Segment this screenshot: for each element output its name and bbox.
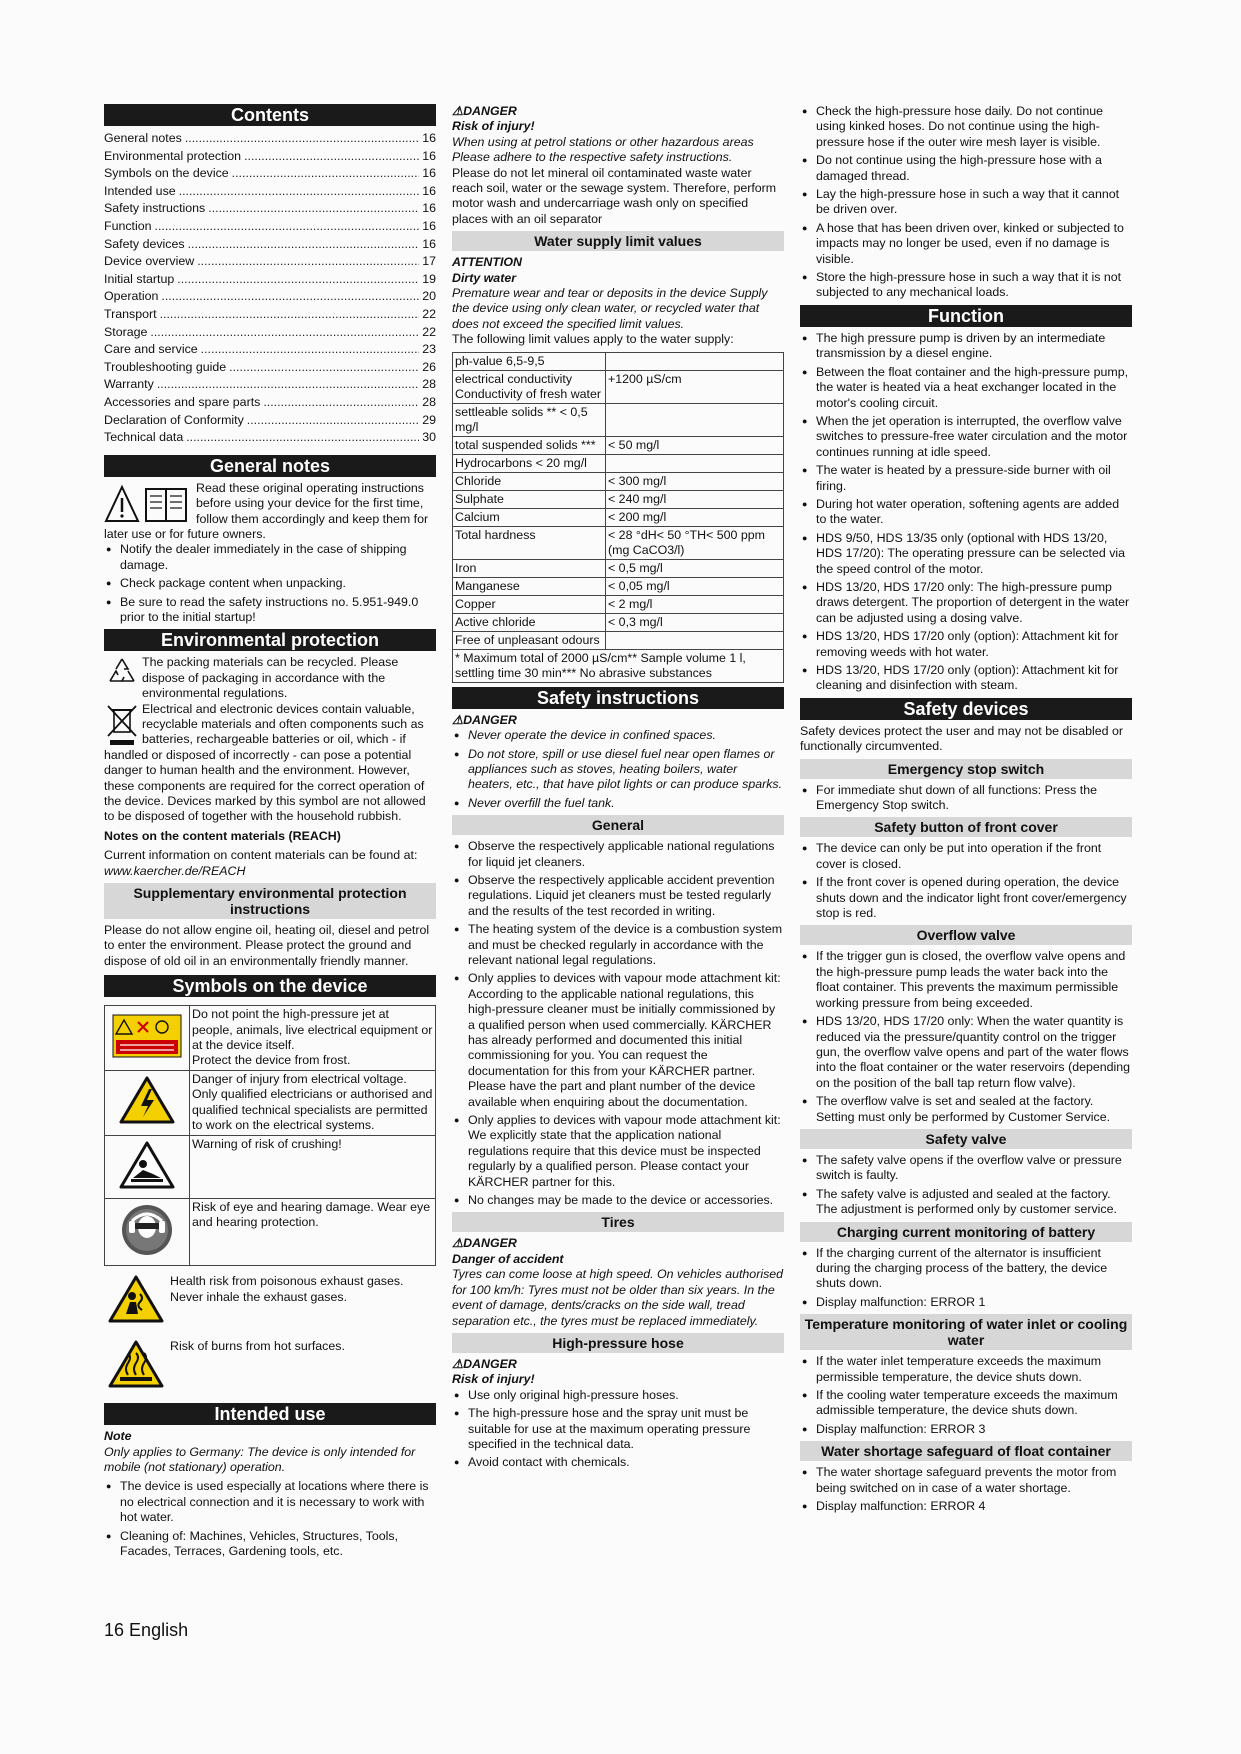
weee-text: Electrical and electronic devices contain valuable, recyclable materials and often components such as batteries, rechargeable batteries or oil, which - if handled or disposed of incorrectly - can pose a potential danger to human health and the environment. However, these components are required for the correct operation of the device. Devices marked by this symbol are not allowed to be disposed of together with the household rubbish.	[104, 701, 426, 824]
list-item: ● During hot water operation, softening agents are added to the water.	[800, 497, 1132, 528]
danger-label-text: DANGER	[463, 1236, 517, 1251]
danger-label: ⚠DANGER	[452, 712, 517, 727]
table-row	[453, 631, 784, 649]
environmental-heading: Environmental protection	[104, 629, 436, 651]
list-item: ● Never operate the device in confined spaces.	[452, 728, 784, 743]
toc-entry-page: 28	[422, 394, 436, 409]
hose-subheading: Risk of injury!	[452, 1372, 535, 1387]
table-of-contents	[104, 130, 436, 447]
charging-list	[800, 1246, 1132, 1311]
toc-entry-label: Symbols on the device	[104, 166, 229, 181]
general-notes-intro	[104, 481, 436, 543]
table-cell-parameter: Free of unpleasant odours	[453, 631, 606, 649]
table-row	[453, 454, 784, 472]
tires-text: Tyres can come loose at high speed. On vehicles authorised for 100 km/h: Tyres must not be older than six years. In the event of damage, dents/cracks on the side wall, tread separation etc., the tyres must be replaced immediately.	[452, 1267, 784, 1328]
symbol-icon-cell	[105, 1006, 190, 1071]
general-heading: General	[452, 815, 784, 835]
list-item: ● Display malfunction: ERROR 1	[800, 1295, 1132, 1310]
list-item: ● Store the high-pressure hose in such a way that it is not subjected to any mechanical loads.	[800, 270, 1132, 301]
toc-entry[interactable]	[104, 236, 436, 254]
symbol-text-cell: Danger of injury from electrical voltage. Only qualified electricians or authorised and qualified technical specialists are permitted to work on the electrical systems.	[190, 1070, 436, 1135]
table-row	[453, 352, 784, 370]
table-row	[453, 526, 784, 559]
toc-entry-page: 23	[422, 342, 436, 357]
table-cell-parameter: Copper	[453, 595, 606, 613]
symbol-text-cell: Warning of risk of crushing!	[190, 1135, 436, 1198]
toc-leader-dots	[201, 341, 420, 359]
toc-entry[interactable]	[104, 200, 436, 218]
list-item: ● Lay the high-pressure hose in such a way that it cannot be driven over.	[800, 187, 1132, 218]
free-symbol-text: Health risk from poisonous exhaust gases. Never inhale the exhaust gases.	[170, 1274, 404, 1304]
free-symbol-row	[104, 1274, 436, 1328]
table-cell-parameter: Manganese	[453, 577, 606, 595]
symbol-icon-cell	[105, 1135, 190, 1198]
danger-label: ⚠DANGER	[452, 104, 517, 118]
toc-entry-label: Operation	[104, 289, 159, 304]
toc-entry[interactable]	[104, 218, 436, 236]
table-row	[453, 403, 784, 436]
temperature-heading: Temperature monitoring of water inlet or cooling water	[800, 1314, 1132, 1350]
list-item: ● Cleaning of: Machines, Vehicles, Structures, Tools, Facades, Terraces, Gardening tools, etc.	[104, 1529, 436, 1560]
supplementary-heading: Supplementary environmental protection instructions	[104, 883, 436, 919]
danger-subheading: Risk of injury!	[452, 119, 535, 134]
eye-ear-protection-icon	[120, 1203, 174, 1257]
toc-entry-label: General notes	[104, 131, 182, 145]
list-item: ● Only applies to devices with vapour mode attachment kit: According to the applicable national regulations, this high-pressure cleaner must be initially commissioned by a qualified person when used commercially. KÄRCHER has already performed and documented this initial commissioning for you. You can request the documentation for this from your KÄRCHER partner. Please have the part and plant number of the device available when enquiring about the documentation.	[452, 971, 784, 1110]
hose-list	[452, 1388, 784, 1471]
toc-leader-dots	[185, 130, 419, 148]
toc-entry-label: Device overview	[104, 254, 195, 269]
danger-label-text: DANGER	[463, 1356, 517, 1371]
toc-entry-page: 16	[422, 218, 436, 233]
toc-entry-page: 16	[422, 201, 436, 216]
table-cell-parameter: Calcium	[453, 508, 606, 526]
list-item: ● HDS 13/20, HDS 17/20 only: When the water quantity is reduced via the pressure/quantity control on the trigger gun, the overflow valve opens and part of the water flows into the float container or the water reservoirs (depending on the position of the ball tap return flow valve).	[800, 1014, 1132, 1091]
toc-entry-page: 22	[422, 306, 436, 321]
list-item: ● The heating system of the device is a combustion system and must be checked regularly in accordance with the relevant national legal regulations.	[452, 922, 784, 968]
front-cover-list	[800, 841, 1132, 921]
column-right	[800, 104, 1132, 1518]
table-cell-limit	[606, 454, 784, 472]
recycling-text: The packing materials can be recycled. Please dispose of packaging in accordance with the environmental regulations.	[142, 655, 399, 701]
contents-heading: Contents	[104, 104, 436, 126]
toc-leader-dots	[157, 376, 419, 394]
list-item: ● The overflow valve is set and sealed at the factory. Setting must only be performed by Customer Service.	[800, 1094, 1132, 1125]
column-middle	[452, 104, 784, 1475]
table-cell-parameter: Chloride	[453, 472, 606, 490]
function-heading: Function	[800, 305, 1132, 327]
toc-entry-page: 28	[422, 377, 436, 392]
toc-leader-dots	[186, 429, 419, 447]
list-item: ● The water shortage safeguard prevents the motor from being switched on in case of a water shortage.	[800, 1465, 1132, 1496]
temperature-list	[800, 1354, 1132, 1437]
toc-entry[interactable]	[104, 165, 436, 183]
hose-continued-list	[800, 104, 1132, 301]
toc-leader-dots	[232, 165, 420, 183]
symbol-row	[105, 1006, 436, 1071]
toc-leader-dots	[208, 200, 419, 218]
list-item: ● The safety valve is adjusted and sealed at the factory. The adjustment is performed only by customer service.	[800, 1187, 1132, 1218]
list-item: ● Be sure to read the safety instructions no. 5.951-949.0 prior to the initial startup!	[104, 595, 436, 626]
attention-subheading: Dirty water	[452, 270, 517, 285]
list-item: ● Between the float container and the high-pressure pump, the water is heated via a heat exchanger located in the motor's cooling circuit.	[800, 365, 1132, 411]
table-row	[453, 370, 784, 403]
charging-heading: Charging current monitoring of battery	[800, 1222, 1132, 1242]
table-cell-parameter: Total hardness	[453, 526, 606, 559]
danger-text: Please do not let mineral oil contaminated waste water reach soil, water or the sewage system. Therefore, perform motor wash and undercarriage wash only on specified places with an oil separator	[452, 165, 777, 226]
toc-entry-page: 16	[422, 183, 436, 198]
toc-leader-dots	[197, 253, 419, 271]
toc-entry[interactable]	[104, 130, 436, 148]
table-cell-limit: < 2 mg/l	[606, 595, 784, 613]
toc-entry-page: 16	[422, 131, 436, 145]
list-item: ● No changes may be made to the device or accessories.	[452, 1193, 784, 1208]
toc-entry-label: Transport	[104, 306, 157, 321]
toc-entry[interactable]	[104, 253, 436, 271]
limit-values-intro: The following limit values apply to the water supply:	[452, 332, 734, 347]
toc-entry[interactable]	[104, 412, 436, 430]
danger-label-text: DANGER	[463, 712, 517, 727]
list-item: ● Never overfill the fuel tank.	[452, 796, 784, 811]
table-cell-limit: < 240 mg/l	[606, 490, 784, 508]
column-left	[104, 104, 436, 1563]
water-shortage-heading: Water shortage safeguard of float container	[800, 1441, 1132, 1461]
hose-heading: High-pressure hose	[452, 1333, 784, 1353]
table-cell-limit: < 28 °dH< 50 °TH< 500 ppm (mg CaCO3/l)	[606, 526, 784, 559]
tires-heading: Tires	[452, 1212, 784, 1232]
hot-surface-warning-icon	[108, 1339, 164, 1389]
table-cell-parameter: settleable solids ** < 0,5 mg/l	[453, 403, 606, 436]
overflow-valve-heading: Overflow valve	[800, 925, 1132, 945]
symbol-row	[105, 1135, 436, 1198]
table-cell-limit: < 0,05 mg/l	[606, 577, 784, 595]
symbol-icon-cell	[105, 1070, 190, 1135]
table-cell-limit: < 200 mg/l	[606, 508, 784, 526]
list-item: ● If the front cover is opened during operation, the device shuts down and the indicator light front cover/emergency stop is red.	[800, 875, 1132, 921]
toc-entry-label: Troubleshooting guide	[104, 359, 227, 374]
exhaust-gas-warning-icon	[108, 1274, 164, 1324]
toc-entry-page: 26	[422, 359, 436, 374]
toc-entry-label: Environmental protection	[104, 148, 242, 163]
symbol-row	[105, 1198, 436, 1265]
list-item: ● For immediate shut down of all functions: Press the Emergency Stop switch.	[800, 783, 1132, 814]
list-item: ● A hose that has been driven over, kinked or subjected to impacts may no longer be used, even if no damage is visible.	[800, 221, 1132, 267]
list-item: ● If the water inlet temperature exceeds the maximum permissible temperature, the device shuts down.	[800, 1354, 1132, 1385]
toc-entry[interactable]	[104, 148, 436, 166]
safety-devices-heading: Safety devices	[800, 698, 1132, 720]
reach-paragraph	[104, 848, 436, 879]
table-row	[453, 577, 784, 595]
list-item: ● The high pressure pump is driven by an intermediate transmission by a diesel engine.	[800, 331, 1132, 362]
danger-list	[452, 728, 784, 811]
danger-italic-text: When using at petrol stations or other hazardous areas Please adhere to the respective safety instructions.	[452, 134, 754, 165]
list-item: ● The safety valve opens if the overflow valve or pressure switch is faulty.	[800, 1153, 1132, 1184]
list-item: ● The device is used especially at locations where there is no electrical connection and it is necessary to work with hot water.	[104, 1479, 436, 1525]
table-cell-parameter: Active chloride	[453, 613, 606, 631]
list-item: ● If the trigger gun is closed, the overflow valve opens and the high-pressure pump leads the water back into the float container. This prevents the maximum permissible working pressure from being exceeded.	[800, 949, 1132, 1011]
list-item: ● Observe the respectively applicable accident prevention regulations. Liquid jet cleaners must be tested regularly and the results of the test recorded in writing.	[452, 873, 784, 919]
list-item: ● The water is heated by a pressure-side burner with oil firing.	[800, 463, 1132, 494]
toc-leader-dots	[161, 288, 419, 306]
table-cell-limit: < 0,5 mg/l	[606, 559, 784, 577]
table-cell-limit	[606, 631, 784, 649]
toc-entry-label: Accessories and spare parts	[104, 394, 261, 409]
note-text: Only applies to Germany: The device is only intended for mobile (not stationary) operation.	[104, 1444, 416, 1474]
toc-entry[interactable]	[104, 324, 436, 342]
toc-entry-label: Storage	[104, 324, 148, 339]
table-row	[453, 559, 784, 577]
toc-entry-page: 16	[422, 236, 436, 251]
table-cell-limit: < 300 mg/l	[606, 472, 784, 490]
list-item: ● Do not continue using the high-pressure hose with a damaged thread.	[800, 153, 1132, 184]
crushing-warning-icon	[119, 1140, 175, 1190]
list-item: ● Use only original high-pressure hoses.	[452, 1388, 784, 1403]
intended-use-list	[104, 1479, 436, 1559]
symbol-text-cell: Risk of eye and hearing damage. Wear eye and hearing protection.	[190, 1198, 436, 1265]
list-item: ● HDS 13/20, HDS 17/20 only (option): Attachment kit for removing weeds with hot water.	[800, 629, 1132, 660]
toc-entry-page: 20	[422, 289, 436, 304]
table-row	[453, 613, 784, 631]
toc-leader-dots	[155, 218, 420, 236]
frost-warning-label-icon	[112, 1014, 182, 1058]
symbols-heading: Symbols on the device	[104, 975, 436, 997]
table-cell-limit	[606, 403, 784, 436]
danger-label: ⚠DANGER	[452, 1356, 517, 1371]
safety-valve-list	[800, 1153, 1132, 1218]
warning-and-manual-icon	[104, 481, 192, 527]
list-item: ● HDS 9/50, HDS 13/35 only (optional with HDS 13/20, HDS 17/20): The operating pressure can be selected via the speed control of the motor.	[800, 531, 1132, 577]
attention-italic-text: Premature wear and tear or deposits in the device Supply the device using only clean water, or recycled water that does not exceed the specified limit values.	[452, 286, 768, 331]
list-item: ● Observe the respectively applicable national regulations for liquid jet cleaners.	[452, 839, 784, 870]
symbols-table	[104, 1005, 436, 1266]
toc-leader-dots	[177, 271, 419, 289]
toc-leader-dots	[150, 324, 419, 342]
toc-leader-dots	[179, 183, 420, 201]
table-cell-limit: +1200 µS/cm	[606, 370, 784, 403]
table-cell-limit: < 0,3 mg/l	[606, 613, 784, 631]
table-row	[453, 649, 784, 682]
page-language: English	[129, 1620, 189, 1640]
danger-label-text: DANGER	[463, 104, 517, 118]
toc-entry[interactable]	[104, 359, 436, 377]
recycling-note	[104, 655, 436, 701]
toc-entry-page: 22	[422, 324, 436, 339]
toc-entry-page: 29	[422, 412, 436, 427]
tires-subheading: Danger of accident	[452, 1251, 564, 1266]
table-row	[453, 436, 784, 454]
reach-heading: Notes on the content materials (REACH)	[104, 828, 341, 843]
symbol-row	[105, 1070, 436, 1135]
water-shortage-list	[800, 1465, 1132, 1514]
general-notes-intro-text: Read these original operating instructions before using your device for the first time, follow them accordingly and keep them for later use or for future owners.	[104, 480, 429, 541]
symbol-text-cell: Do not point the high-pressure jet at people, animals, live electrical equipment or at the device itself. Protect the device from frost.	[190, 1006, 436, 1071]
symbol-icon-cell	[105, 1198, 190, 1265]
table-cell-parameter: Iron	[453, 559, 606, 577]
list-item: ● If the cooling water temperature exceeds the maximum admissible temperature, the device shuts down.	[800, 1388, 1132, 1419]
safety-valve-heading: Safety valve	[800, 1129, 1132, 1149]
general-list	[452, 839, 784, 1208]
toc-entry[interactable]	[104, 341, 436, 359]
toc-entry[interactable]	[104, 183, 436, 201]
table-cell-parameter: Sulphate	[453, 490, 606, 508]
table-row	[453, 508, 784, 526]
toc-entry-label: Safety instructions	[104, 201, 206, 216]
list-item: ● When the jet operation is interrupted, the overflow valve switches to pressure-free water circulation and the motor continues running at idle speed.	[800, 414, 1132, 460]
list-item: ● HDS 13/20, HDS 17/20 only: The high-pressure pump draws detergent. The proportion of detergent in the water can be adjusted using a dosing valve.	[800, 580, 1132, 626]
crossed-bin-icon	[104, 702, 140, 746]
list-item: ● The high-pressure hose and the spray unit must be suitable for use at the maximum operating pressure specified in the technical data.	[452, 1406, 784, 1452]
general-notes-heading: General notes	[104, 455, 436, 477]
limit-values-table	[452, 352, 784, 683]
list-item: ● The device can only be put into operation if the front cover is closed.	[800, 841, 1132, 872]
table-row	[453, 490, 784, 508]
toc-entry-label: Technical data	[104, 430, 184, 445]
toc-entry[interactable]	[104, 288, 436, 306]
free-symbol-text: Risk of burns from hot surfaces.	[170, 1338, 345, 1353]
list-item: ● Check package content when unpacking.	[104, 576, 436, 591]
toc-entry-label: Intended use	[104, 183, 176, 198]
attention-label: ATTENTION	[452, 255, 522, 270]
toc-entry-page: 16	[422, 148, 436, 163]
table-row	[453, 595, 784, 613]
safety-devices-intro: Safety devices protect the user and may not be disabled or functionally circumvented.	[800, 723, 1124, 754]
table-cell-parameter: Hydrocarbons < 20 mg/l	[453, 454, 606, 472]
list-item: ● Only applies to devices with vapour mode attachment kit: We explicitly state that the application national regulations require that this device must be inspected regularly by a qualified person. Please contact your KÄRCHER partner for this.	[452, 1113, 784, 1190]
front-cover-heading: Safety button of front cover	[800, 817, 1132, 837]
toc-entry-page: 30	[422, 430, 436, 445]
page-number: 16	[104, 1620, 125, 1640]
overflow-valve-list	[800, 949, 1132, 1124]
emergency-stop-list	[800, 783, 1132, 814]
toc-entry-label: Care and service	[104, 342, 198, 357]
danger-label: ⚠DANGER	[452, 1236, 517, 1251]
toc-leader-dots	[188, 236, 420, 254]
toc-leader-dots	[160, 306, 420, 324]
list-item: ● Do not store, spill or use diesel fuel near open flames or appliances such as stoves, heating boilers, water heaters, etc., that have pilot lights or can produce sparks.	[452, 747, 784, 793]
table-cell-parameter: electrical conductivity Conductivity of fresh water	[453, 370, 606, 403]
table-cell-parameter: total suspended solids ***	[453, 436, 606, 454]
toc-entry[interactable]	[104, 376, 436, 394]
page-footer	[104, 1620, 188, 1641]
table-cell-limit	[606, 352, 784, 370]
list-item: ● Notify the dealer immediately in the case of shipping damage.	[104, 542, 436, 573]
general-notes-list	[104, 542, 436, 625]
list-item: ● Display malfunction: ERROR 4	[800, 1499, 1132, 1514]
toc-leader-dots	[229, 359, 419, 377]
toc-entry-page: 17	[422, 254, 436, 269]
list-item: ● HDS 13/20, HDS 17/20 only (option): Attachment kit for cleaning and disinfection with steam.	[800, 663, 1132, 694]
recycling-icon	[104, 655, 140, 687]
toc-entry-label: Declaration of Conformity	[104, 412, 244, 427]
reach-text: Current information on content materials can be found at:	[104, 848, 418, 863]
toc-entry-label: Initial startup	[104, 271, 175, 286]
toc-entry-label: Function	[104, 218, 152, 233]
free-symbol-row	[104, 1339, 436, 1393]
list-item: ● Display malfunction: ERROR 3	[800, 1422, 1132, 1437]
toc-entry[interactable]	[104, 271, 436, 289]
toc-entry-page: 19	[422, 271, 436, 286]
safety-instructions-heading: Safety instructions	[452, 687, 784, 709]
weee-note	[104, 702, 436, 825]
toc-entry[interactable]	[104, 306, 436, 324]
water-supply-heading: Water supply limit values	[452, 231, 784, 251]
reach-link[interactable]: www.kaercher.de/REACH	[104, 863, 246, 878]
toc-entry-page: 16	[422, 166, 436, 181]
intended-use-heading: Intended use	[104, 1403, 436, 1425]
table-cell-limit: < 50 mg/l	[606, 436, 784, 454]
table-footnote: * Maximum total of 2000 µS/cm** Sample volume 1 l, settling time 30 min*** No abrasive substances	[453, 649, 784, 682]
toc-entry[interactable]	[104, 394, 436, 412]
function-list	[800, 331, 1132, 694]
toc-leader-dots	[244, 148, 419, 166]
toc-leader-dots	[263, 394, 419, 412]
supplementary-text: Please do not allow engine oil, heating oil, diesel and petrol to enter the environment. Please protect the ground and dispose of old oil in an environmentally friendly manner.	[104, 923, 430, 968]
high-voltage-warning-icon	[119, 1075, 175, 1125]
toc-entry-label: Warranty	[104, 377, 154, 392]
list-item: ● Check the high-pressure hose daily. Do not continue using kinked hoses. Do not continue using the high-pressure hose if the outer wire mesh layer is visible.	[800, 104, 1132, 150]
list-item: ● If the charging current of the alternator is insufficient during the charging process of the battery, the device shuts down.	[800, 1246, 1132, 1292]
toc-leader-dots	[247, 412, 419, 430]
toc-entry-label: Safety devices	[104, 236, 185, 251]
emergency-stop-heading: Emergency stop switch	[800, 759, 1132, 779]
table-cell-parameter: ph-value 6,5-9,5	[453, 352, 606, 370]
list-item: ● Avoid contact with chemicals.	[452, 1455, 784, 1470]
toc-entry[interactable]	[104, 429, 436, 447]
table-row	[453, 472, 784, 490]
note-heading: Note	[104, 1429, 132, 1444]
